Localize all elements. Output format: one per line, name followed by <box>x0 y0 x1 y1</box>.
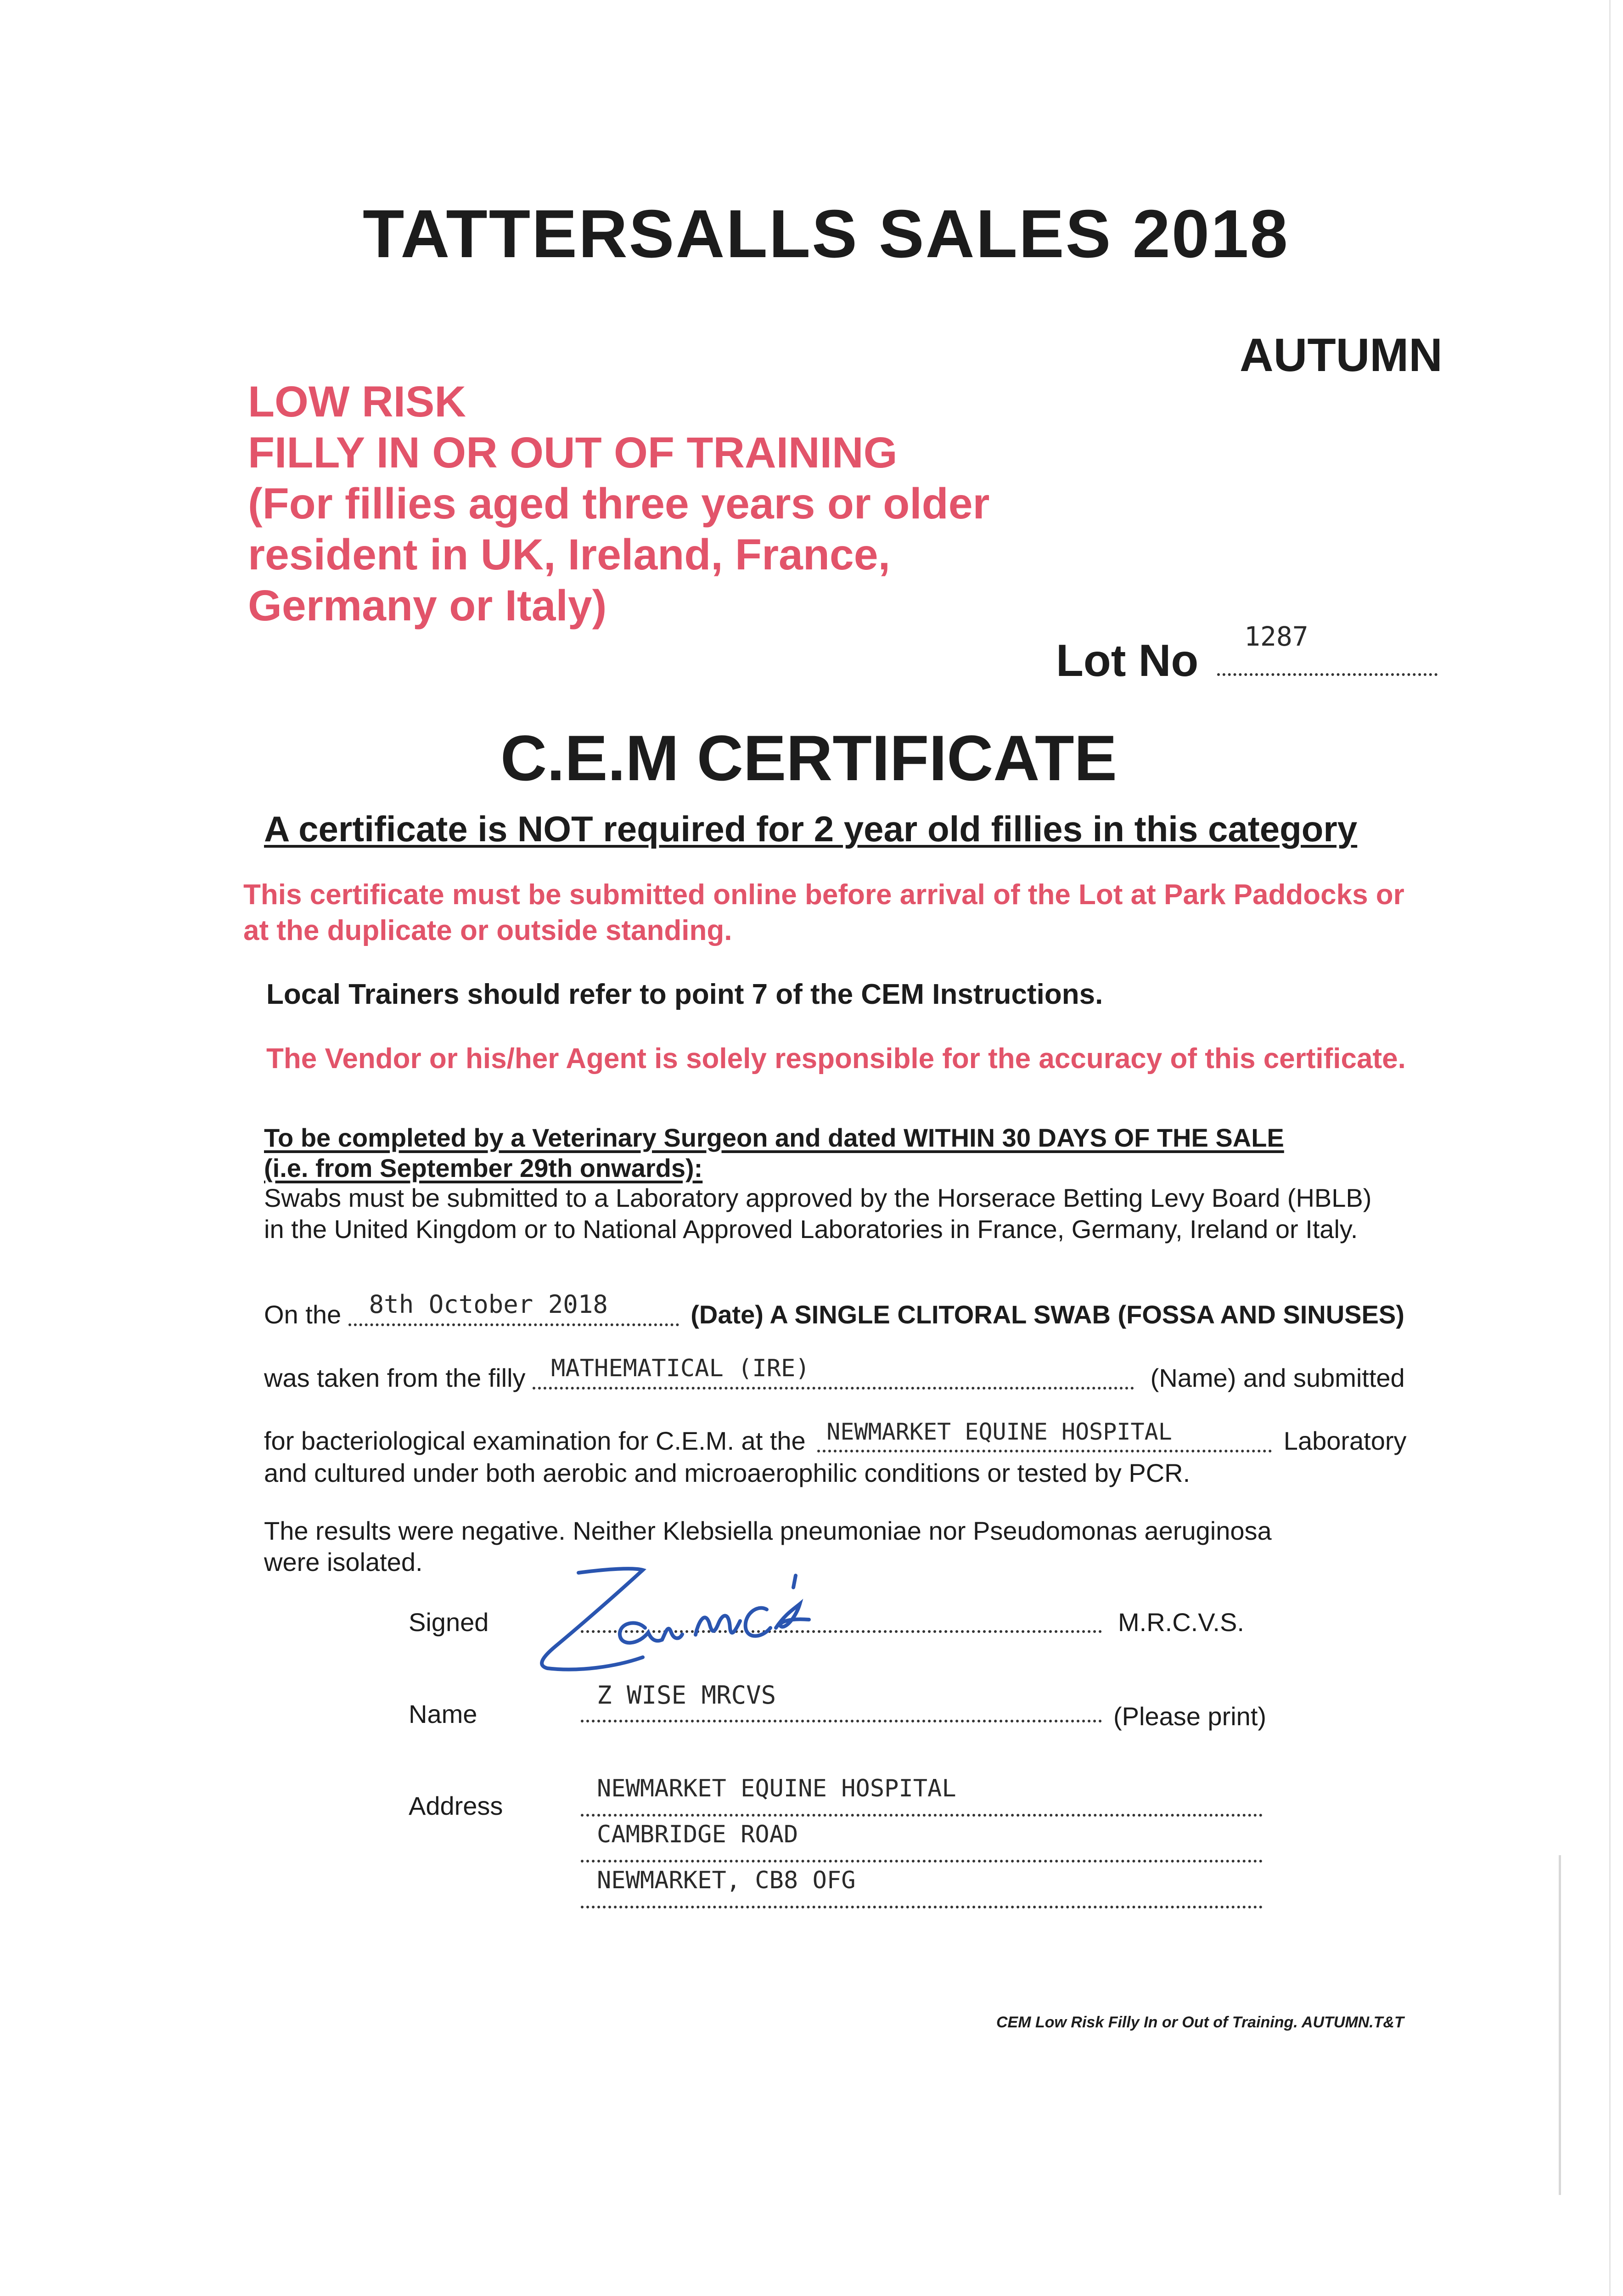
page-edge <box>1609 0 1611 2296</box>
filly-line <box>264 1355 1405 1393</box>
laboratory-line <box>264 1418 1407 1456</box>
instructions-body-line: in the United Kingdom or to National Approved Laboratories in France, Germany, Ireland or Italy. <box>264 1215 1358 1244</box>
submission-notice <box>243 877 1404 949</box>
certificate-title: C.E.M CERTIFICATE <box>500 722 1117 794</box>
submission-notice-line: This certificate must be submitted online before arrival of the Lot at Park Paddocks or <box>243 879 1404 911</box>
results-line: The results were negative. Neither Klebsiella pneumoniae nor Pseudomonas aeruginosa <box>264 1516 1272 1545</box>
category-line: (For fillies aged three years or older <box>248 479 990 528</box>
filly-name-field <box>533 1387 1134 1390</box>
date-field <box>348 1323 679 1326</box>
submission-notice-line: at the duplicate or outside standing. <box>243 915 732 946</box>
exam-prefix: for bacteriological examination for C.E.M. at the <box>264 1426 806 1455</box>
instructions-body <box>264 1182 1371 1245</box>
address-line-1: NEWMARKET EQUINE HOSPITAL <box>597 1775 956 1802</box>
results-line: were isolated. <box>264 1548 423 1576</box>
sale-name: AUTUMN <box>1240 329 1443 381</box>
document-title: TATTERSALLS SALES 2018 <box>363 196 1289 272</box>
filly-label: was taken from the filly <box>264 1363 526 1392</box>
name-value: Z WISE MRCVS <box>597 1681 776 1710</box>
certificate-subtitle: A certificate is NOT required for 2 year old fillies in this category <box>264 809 1358 849</box>
filly-suffix: (Name) and submitted <box>1150 1363 1405 1392</box>
laboratory-suffix: Laboratory <box>1283 1426 1407 1455</box>
date-suffix: (Date) A SINGLE CLITORAL SWAB (FOSSA AND SINUSES) <box>691 1300 1404 1329</box>
culture-conditions: and cultured under both aerobic and microaerophilic conditions or tested by PCR. <box>264 1458 1191 1487</box>
instructions-body-line: Swabs must be submitted to a Laboratory approved by the Horserace Betting Levy Board (HBLB) <box>264 1183 1372 1212</box>
instructions-heading <box>264 1123 1284 1183</box>
address-field <box>581 1896 1263 1908</box>
laboratory-value: NEWMARKET EQUINE HOSPITAL <box>826 1418 1172 1445</box>
please-print-label: (Please print) <box>1113 1702 1267 1731</box>
category-line: LOW RISK <box>248 377 466 426</box>
category-block <box>248 377 990 631</box>
lot-number-field <box>1217 655 1438 676</box>
address-field <box>581 1851 1263 1863</box>
address-label: Address <box>409 1791 503 1820</box>
date-label: On the <box>264 1300 342 1329</box>
category-line: resident in UK, Ireland, France, <box>248 530 890 579</box>
filly-name-value: MATHEMATICAL (IRE) <box>551 1355 810 1382</box>
laboratory-field <box>817 1450 1272 1452</box>
lot-label: Lot No <box>1056 635 1199 686</box>
date-value: 8th October 2018 <box>369 1290 608 1319</box>
instructions-heading-line: To be completed by a Veterinary Surgeon and dated WITHIN 30 DAYS OF THE SALE <box>264 1123 1284 1152</box>
footer-reference: CEM Low Risk Filly In or Out of Training. AUTUMN.T&T <box>996 2014 1404 2031</box>
local-trainers-note: Local Trainers should refer to point 7 of the CEM Instructions. <box>266 979 1103 1010</box>
address-line-2: CAMBRIDGE ROAD <box>597 1821 798 1848</box>
signed-label: Signed <box>409 1608 489 1637</box>
date-line <box>264 1290 1404 1329</box>
instructions-heading-line: (i.e. from September 29th onwards): <box>264 1154 703 1182</box>
name-label: Name <box>409 1699 477 1728</box>
mrcvs-label: M.R.C.V.S. <box>1118 1608 1244 1637</box>
lot-number-label <box>1056 635 1438 687</box>
scan-artifact-line <box>1559 1855 1561 2195</box>
signature-image <box>528 1559 822 1678</box>
vendor-responsibility-note: The Vendor or his/her Agent is solely responsible for the accuracy of this certificate. <box>266 1043 1406 1075</box>
address-field <box>581 1805 1263 1817</box>
category-line: Germany or Italy) <box>248 581 607 630</box>
lot-number-value: 1287 <box>1244 621 1309 652</box>
category-line: FILLY IN OR OUT OF TRAINING <box>248 428 898 477</box>
address-line-3: NEWMARKET, CB8 OFG <box>597 1867 856 1894</box>
name-field <box>581 1711 1102 1722</box>
